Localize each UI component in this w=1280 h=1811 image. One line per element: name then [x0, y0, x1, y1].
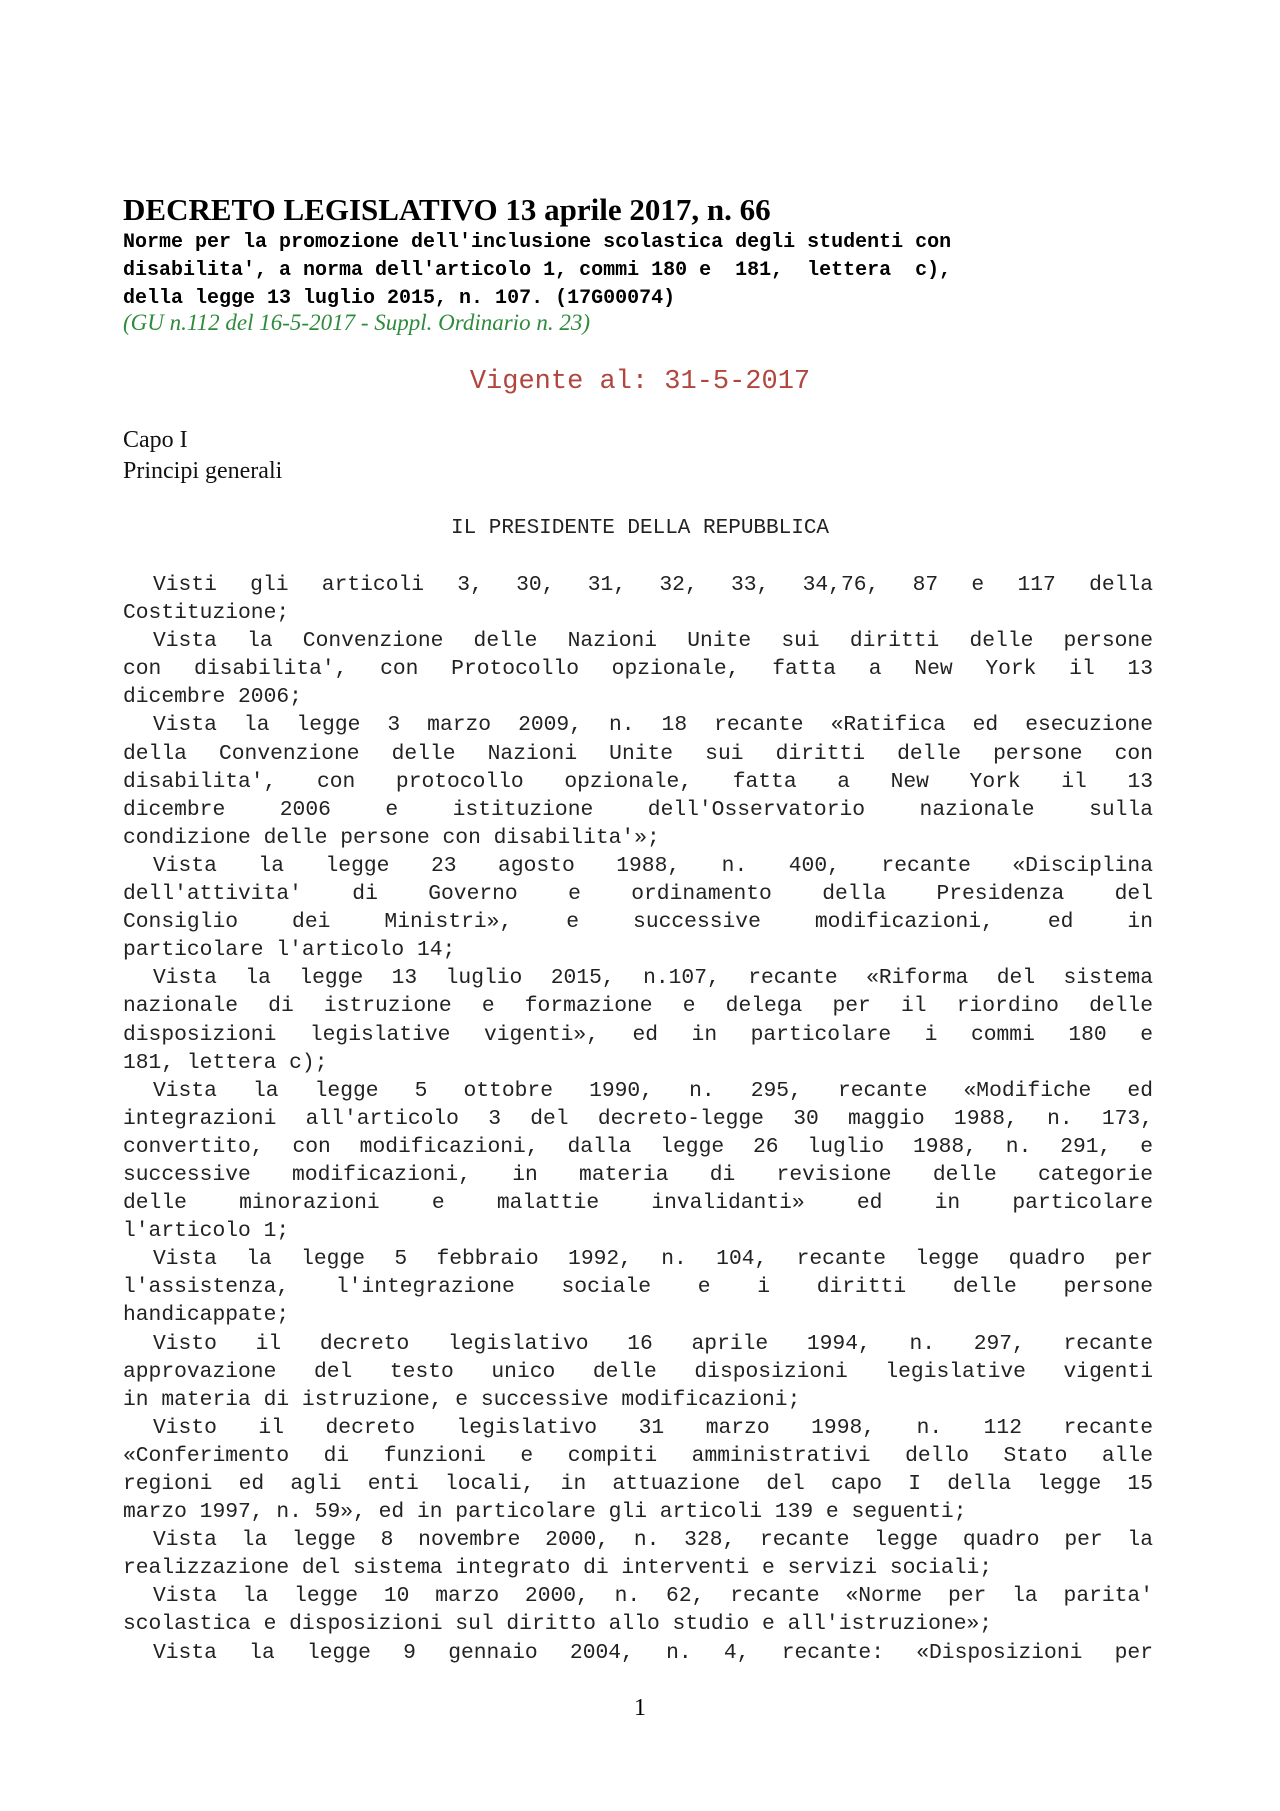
body-line: disabilita', con protocollo opzionale, fatta a New York il 13 [123, 769, 1153, 794]
body-line: Visti gli articoli 3, 30, 31, 32, 33, 34,76, 87 e 117 della [153, 573, 1153, 597]
body-line: Visto il decreto legislativo 31 marzo 1998, n. 112 recante [153, 1415, 1153, 1440]
vigente-date: Vigente al: 31-5-2017 [469, 367, 811, 397]
body-line: integrazioni all'articolo 3 del decreto-legge 30 maggio 1988, n. 173, [123, 1106, 1153, 1131]
body-line: condizione delle persone con disabilita'»; [123, 825, 660, 850]
subtitle-line: della legge 13 luglio 2015, n. 107. (17G00074) [123, 287, 676, 310]
body-line: con disabilita', con Protocollo opzionale, fatta a New York il 13 [123, 657, 1153, 682]
document-subtitle [123, 229, 1153, 313]
body-line: Visto il decreto legislativo 16 aprile 1994, n. 297, recante [153, 1331, 1153, 1356]
body-line: regioni ed agli enti locali, in attuazione del capo I della legge 15 [123, 1472, 1153, 1496]
body-line: dicembre 2006; [123, 685, 302, 710]
body-line: Vista la legge 3 marzo 2009, n. 18 recante «Ratifica ed esecuzione [153, 713, 1153, 738]
body-line: «Conferimento di funzioni e compiti amministrativi dello Stato alle [123, 1443, 1153, 1468]
body-line: 181, lettera c); [123, 1050, 328, 1075]
body-line: l'articolo 1; [123, 1219, 290, 1244]
body-line: nazionale di istruzione e formazione e delega per il riordino delle [123, 994, 1153, 1019]
body-line: marzo 1997, n. 59», ed in particolare gli articoli 139 e seguenti; [123, 1500, 967, 1525]
body-line: Vista la legge 5 ottobre 1990, n. 295, recante «Modifiche ed [153, 1078, 1153, 1103]
body-line: realizzazione del sistema integrato di interventi e servizi sociali; [123, 1556, 993, 1581]
body-line: Consiglio dei Ministri», e successive modificazioni, ed in [123, 910, 1153, 935]
subtitle-line: Norme per la promozione dell'inclusione scolastica degli studenti con [123, 231, 952, 254]
president-heading: IL PRESIDENTE DELLA REPUBBLICA [450, 517, 830, 540]
body-line: Vista la legge 8 novembre 2000, n. 328, recante legge quadro per la [153, 1528, 1153, 1553]
body-line: scolastica e disposizioni sul diritto allo studio e all'istruzione»; [123, 1612, 993, 1637]
body-line: Vista la legge 9 gennaio 2004, n. 4, recante: «Disposizioni per [153, 1640, 1153, 1665]
body-line: handicappate; [123, 1303, 290, 1328]
chapter-number: Capo I [123, 427, 188, 453]
chapter-heading [123, 425, 282, 487]
body-line: Vista la legge 5 febbraio 1992, n. 104, recante legge quadro per [153, 1247, 1153, 1272]
body-line: approvazione del testo unico delle disposizioni legislative vigenti [123, 1359, 1153, 1384]
body-line: Vista la legge 10 marzo 2000, n. 62, recante «Norme per la parita' [153, 1584, 1153, 1609]
decree-body [123, 571, 1153, 1667]
body-line: Costituzione; [123, 601, 290, 626]
body-line: disposizioni legislative vigenti», ed in particolare i commi 180 e [123, 1022, 1153, 1047]
body-line: Vista la legge 23 agosto 1988, n. 400, recante «Disciplina [153, 853, 1153, 878]
document-title: DECRETO LEGISLATIVO 13 aprile 2017, n. 66 [123, 192, 771, 227]
page-number: 1 [634, 1695, 646, 1721]
subtitle-line: disabilita', a norma dell'articolo 1, commi 180 e 181, lettera c), [123, 259, 952, 282]
body-line: successive modificazioni, in materia di revisione delle categorie [123, 1162, 1153, 1187]
body-line: Vista la Convenzione delle Nazioni Unite sui diritti delle persone [153, 629, 1153, 654]
body-line: dell'attivita' di Governo e ordinamento della Presidenza del [123, 882, 1153, 907]
gazette-reference: (GU n.112 del 16-5-2017 - Suppl. Ordinario n. 23) [123, 310, 590, 335]
body-line: particolare l'articolo 14; [123, 938, 456, 963]
body-line: convertito, con modificazioni, dalla legge 26 luglio 1988, n. 291, e [123, 1134, 1153, 1159]
body-line: Vista la legge 13 luglio 2015, n.107, recante «Riforma del sistema [153, 966, 1153, 991]
body-line: in materia di istruzione, e successive modificazioni; [123, 1387, 801, 1412]
chapter-title: Principi generali [123, 458, 283, 484]
body-line: della Convenzione delle Nazioni Unite sui diritti delle persone con [123, 741, 1153, 766]
body-line: delle minorazioni e malattie invalidanti» ed in particolare [123, 1191, 1153, 1216]
body-line: dicembre 2006 e istituzione dell'Osservatorio nazionale sulla [123, 797, 1153, 822]
body-line: l'assistenza, l'integrazione sociale e i diritti delle persone [123, 1275, 1153, 1300]
